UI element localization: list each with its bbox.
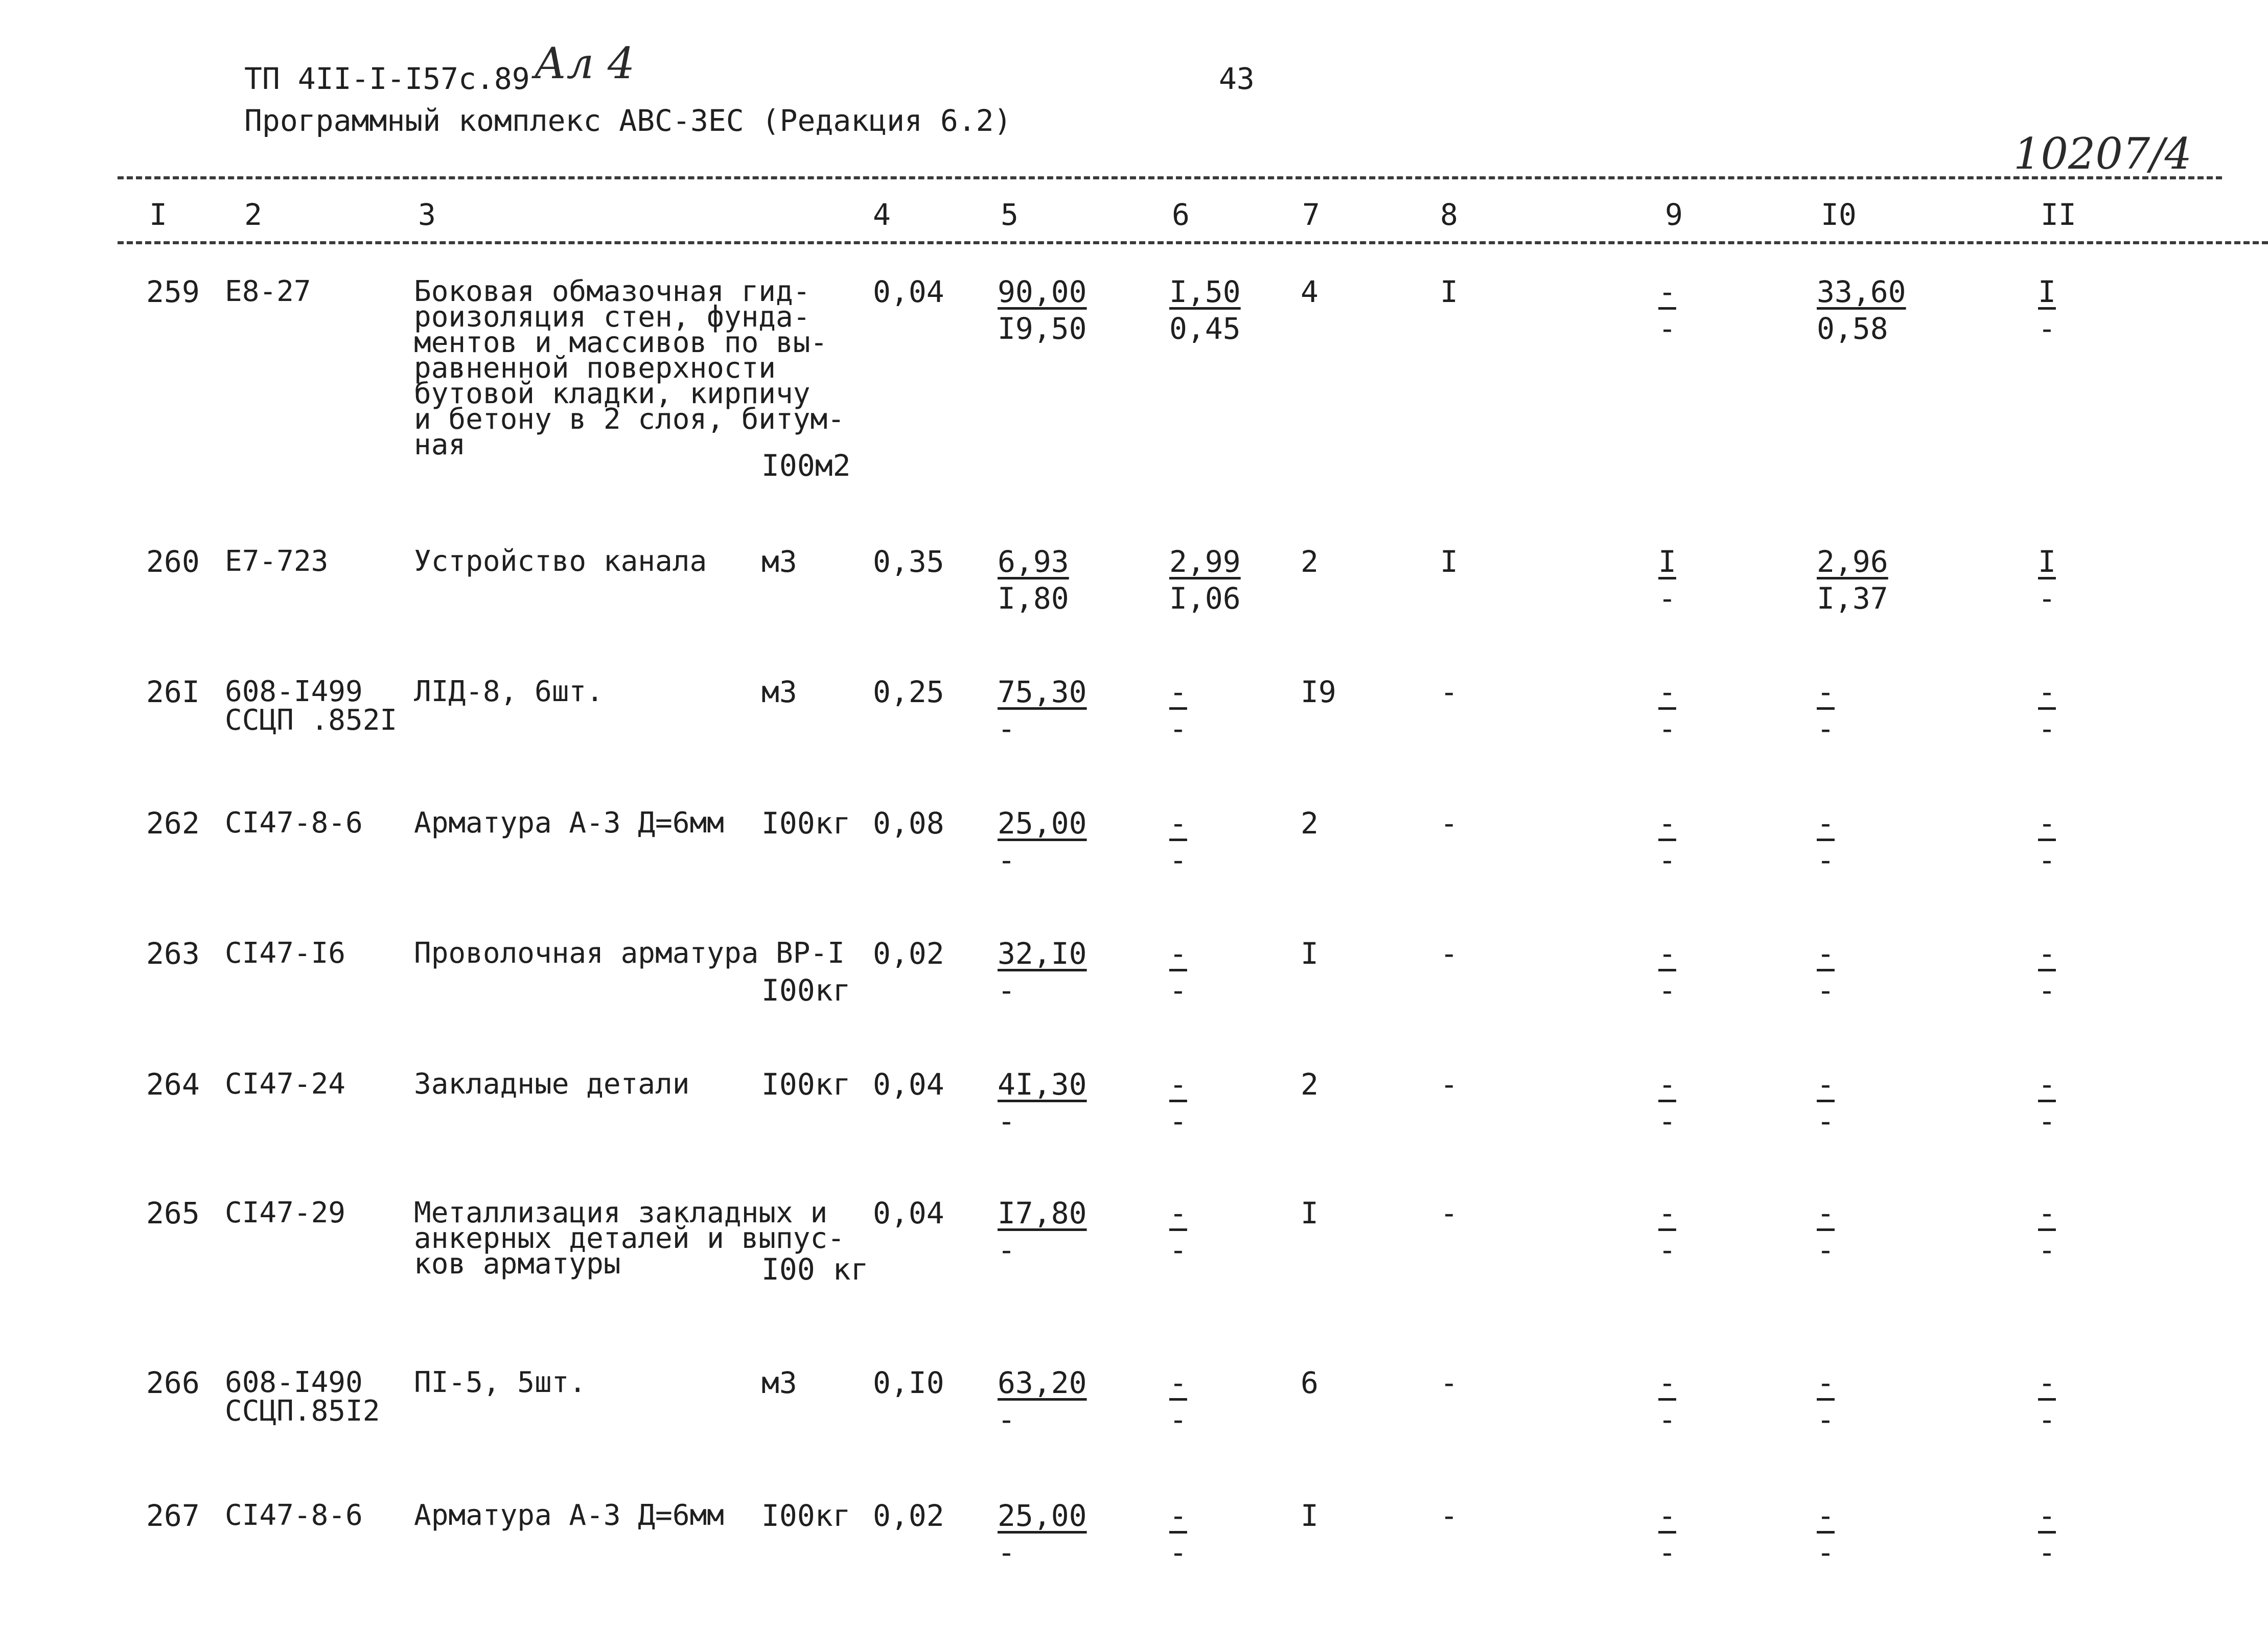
page-number: 43	[1219, 61, 1255, 96]
row-quantity: 0,25	[873, 675, 944, 709]
fraction-cell-c6	[1169, 935, 1292, 1009]
fraction-cell-c9	[1658, 273, 1781, 347]
fraction-denominator: -	[1658, 311, 1676, 346]
handwritten-number: 10207/4	[2014, 129, 2192, 179]
row-unit: I00кг	[761, 1067, 851, 1102]
fraction-numerator: -	[1658, 274, 1676, 309]
fraction-cell-c6	[1169, 543, 1292, 617]
fraction-numerator: -	[1169, 1196, 1187, 1230]
row-unit: м3	[761, 544, 797, 579]
fraction-numerator: I,50	[1169, 274, 1241, 309]
fraction-cell-c5	[998, 1066, 1120, 1140]
row-description: бутовой кладки, кирпичу	[414, 377, 811, 410]
row-description: Металлизация закладных и	[414, 1196, 828, 1229]
row-unit: I00кг	[761, 806, 851, 841]
row-quantity: 0,04	[873, 1067, 944, 1102]
fraction-cell-c6	[1169, 1195, 1292, 1268]
fraction-numerator: 75,30	[998, 675, 1087, 709]
fraction-denominator: -	[1658, 1233, 1676, 1267]
handwritten-mark: Ал 4	[534, 38, 635, 88]
fraction-numerator: -	[1658, 1498, 1676, 1533]
fraction-numerator: -	[1658, 1365, 1676, 1400]
column-header: I	[149, 197, 167, 232]
fraction-cell-c5	[998, 935, 1120, 1009]
fraction-denominator: I9,50	[998, 311, 1087, 346]
row-col8: I	[1440, 274, 1458, 309]
fraction-cell-c11	[2038, 935, 2161, 1009]
row-description: Боковая обмазочная гид-	[414, 275, 811, 308]
row-code: 608-I490	[225, 1366, 363, 1399]
column-header: 6	[1172, 197, 1190, 232]
column-header: 8	[1440, 197, 1458, 232]
fraction-numerator: -	[2038, 1365, 2056, 1400]
row-col7: 6	[1301, 1365, 1318, 1400]
fraction-denominator: -	[1817, 843, 1835, 877]
column-header: 9	[1665, 197, 1683, 232]
fraction-numerator: 63,20	[998, 1365, 1087, 1400]
fraction-numerator: -	[1169, 675, 1187, 709]
row-quantity: 0,I0	[873, 1365, 944, 1400]
row-col7: 4	[1301, 274, 1318, 309]
row-number: 265	[146, 1196, 200, 1230]
fraction-denominator: -	[1169, 1535, 1187, 1570]
fraction-cell-c9	[1658, 805, 1781, 878]
row-quantity: 0,04	[873, 274, 944, 309]
fraction-cell-c10	[1817, 1497, 1939, 1571]
row-code: СI47-24	[225, 1067, 346, 1101]
fraction-cell-c6	[1169, 673, 1292, 747]
column-header: 4	[873, 197, 891, 232]
fraction-numerator: 90,00	[998, 274, 1087, 309]
row-number: 259	[146, 274, 200, 309]
row-code: ССЦП .852I	[225, 704, 398, 737]
fraction-denominator: -	[2038, 581, 2056, 616]
fraction-numerator: -	[1169, 1365, 1187, 1400]
fraction-numerator: -	[1169, 1498, 1187, 1533]
fraction-cell-c11	[2038, 273, 2161, 347]
row-col7: 2	[1301, 1067, 1318, 1102]
row-description: Устройство канала	[414, 545, 707, 578]
fraction-cell-c11	[2038, 1364, 2161, 1438]
fraction-denominator: 0,58	[1817, 311, 1888, 346]
fraction-numerator: -	[2038, 1067, 2056, 1102]
fraction-cell-c10	[1817, 1364, 1939, 1438]
fraction-numerator: -	[1658, 1196, 1676, 1230]
fraction-numerator: -	[1817, 1067, 1835, 1102]
row-code: СI47-29	[225, 1196, 346, 1229]
fraction-numerator: -	[1169, 1067, 1187, 1102]
fraction-cell-c9	[1658, 543, 1781, 617]
fraction-denominator: -	[1817, 1402, 1835, 1437]
fraction-cell-c6	[1169, 1497, 1292, 1571]
fraction-denominator: -	[1658, 711, 1676, 746]
fraction-denominator: -	[1169, 1233, 1187, 1267]
row-number: 263	[146, 936, 200, 971]
row-col7: I	[1301, 1196, 1318, 1230]
fraction-cell-c11	[2038, 543, 2161, 617]
row-unit: I00 кг	[761, 1252, 869, 1287]
row-number: 266	[146, 1365, 200, 1400]
fraction-cell-c6	[1169, 1364, 1292, 1438]
fraction-numerator: -	[1169, 936, 1187, 971]
fraction-cell-c10	[1817, 673, 1939, 747]
row-unit: I00кг	[761, 973, 851, 1008]
fraction-cell-c10	[1817, 1066, 1939, 1140]
row-description: Закладные детали	[414, 1067, 690, 1101]
fraction-numerator: 32,I0	[998, 936, 1087, 971]
row-code: СI47-8-6	[225, 806, 363, 840]
fraction-cell-c5	[998, 543, 1120, 617]
fraction-numerator: I7,80	[998, 1196, 1087, 1230]
row-col8: -	[1440, 936, 1458, 971]
row-description: роизоляция стен, фунда-	[414, 300, 811, 334]
header-bottom-rule	[118, 241, 2268, 244]
fraction-cell-c11	[2038, 805, 2161, 878]
row-quantity: 0,35	[873, 544, 944, 579]
fraction-numerator: 6,93	[998, 544, 1069, 579]
fraction-numerator: -	[2038, 675, 2056, 709]
column-header: II	[2041, 197, 2076, 232]
row-quantity: 0,02	[873, 1498, 944, 1533]
fraction-denominator: -	[1658, 1402, 1676, 1437]
row-unit: I00кг	[761, 1498, 851, 1533]
fraction-cell-c9	[1658, 1364, 1781, 1438]
fraction-cell-c11	[2038, 673, 2161, 747]
fraction-numerator: -	[1817, 1196, 1835, 1230]
fraction-cell-c5	[998, 273, 1120, 347]
fraction-denominator: -	[998, 973, 1015, 1008]
fraction-denominator: -	[1817, 1104, 1835, 1139]
fraction-numerator: -	[2038, 936, 2056, 971]
fraction-denominator: -	[1169, 843, 1187, 877]
row-number: 262	[146, 806, 200, 841]
row-description: ПI-5, 5шт.	[414, 1366, 587, 1399]
row-col7: I	[1301, 1498, 1318, 1533]
fraction-numerator: -	[1658, 675, 1676, 709]
fraction-numerator: -	[1817, 936, 1835, 971]
column-header: I0	[1821, 197, 1857, 232]
program-title: Программный комплекс АВС-3ЕС (Редакция 6.2)	[244, 103, 1012, 138]
row-col7: I	[1301, 936, 1318, 971]
row-description: ментов и массивов по вы-	[414, 326, 828, 359]
row-code: Е8-27	[225, 275, 311, 308]
row-col7: 2	[1301, 544, 1318, 579]
row-number: 26I	[146, 675, 200, 709]
fraction-denominator: -	[1169, 973, 1187, 1008]
fraction-cell-c5	[998, 805, 1120, 878]
row-description: Арматура А-3 Д=6мм	[414, 1499, 724, 1532]
fraction-cell-c10	[1817, 1195, 1939, 1268]
fraction-numerator: -	[1817, 1498, 1835, 1533]
fraction-numerator: -	[2038, 1196, 2056, 1230]
fraction-denominator: -	[1817, 1535, 1835, 1570]
fraction-numerator: 2,99	[1169, 544, 1241, 579]
row-code: Е7-723	[225, 545, 329, 578]
row-description: равненной поверхности	[414, 352, 776, 385]
fraction-denominator: -	[1817, 1233, 1835, 1267]
fraction-denominator: -	[2038, 1233, 2056, 1267]
fraction-cell-c9	[1658, 935, 1781, 1009]
fraction-denominator: -	[2038, 711, 2056, 746]
row-description: Проволочная арматура ВР-I	[414, 937, 845, 970]
column-header: 2	[244, 197, 262, 232]
fraction-numerator: -	[1817, 1365, 1835, 1400]
row-quantity: 0,02	[873, 936, 944, 971]
row-unit: I00м2	[761, 448, 851, 483]
row-description: Арматура А-3 Д=6мм	[414, 806, 724, 840]
row-col8: I	[1440, 544, 1458, 579]
fraction-numerator: I	[2038, 544, 2056, 579]
fraction-cell-c10	[1817, 935, 1939, 1009]
fraction-denominator: -	[2038, 973, 2056, 1008]
row-quantity: 0,08	[873, 806, 944, 841]
row-code: ССЦП.85I2	[225, 1395, 380, 1428]
fraction-denominator: 0,45	[1169, 311, 1241, 346]
fraction-cell-c11	[2038, 1066, 2161, 1140]
row-description: анкерных деталей и выпус-	[414, 1222, 845, 1255]
row-col7: I9	[1301, 675, 1336, 709]
row-description: и бетону в 2 слоя, битум-	[414, 403, 845, 436]
fraction-denominator: -	[1658, 1535, 1676, 1570]
column-header: 3	[418, 197, 436, 232]
fraction-cell-c11	[2038, 1195, 2161, 1268]
fraction-denominator: I,80	[998, 581, 1069, 616]
fraction-numerator: -	[1817, 675, 1835, 709]
fraction-numerator: -	[2038, 806, 2056, 841]
fraction-denominator: -	[998, 843, 1015, 877]
fraction-cell-c9	[1658, 1497, 1781, 1571]
fraction-cell-c6	[1169, 273, 1292, 347]
fraction-denominator: -	[1658, 973, 1676, 1008]
fraction-cell-c5	[998, 673, 1120, 747]
fraction-numerator: -	[2038, 1498, 2056, 1533]
fraction-denominator: -	[998, 1233, 1015, 1267]
fraction-denominator: -	[998, 711, 1015, 746]
fraction-cell-c9	[1658, 1195, 1781, 1268]
row-col8: -	[1440, 1196, 1458, 1230]
fraction-numerator: 4I,30	[998, 1067, 1087, 1102]
fraction-cell-c5	[998, 1195, 1120, 1268]
fraction-denominator: -	[2038, 1535, 2056, 1570]
row-code: СI47-I6	[225, 937, 346, 970]
fraction-numerator: -	[1817, 806, 1835, 841]
fraction-denominator: -	[2038, 311, 2056, 346]
row-col8: -	[1440, 1498, 1458, 1533]
fraction-denominator: -	[998, 1402, 1015, 1437]
fraction-denominator: -	[1658, 843, 1676, 877]
row-col8: -	[1440, 1365, 1458, 1400]
fraction-numerator: 33,60	[1817, 274, 1906, 309]
fraction-numerator: 25,00	[998, 1498, 1087, 1533]
row-number: 260	[146, 544, 200, 579]
fraction-denominator: -	[2038, 1104, 2056, 1139]
fraction-numerator: 25,00	[998, 806, 1087, 841]
fraction-numerator: -	[1169, 806, 1187, 841]
row-code: 608-I499	[225, 675, 363, 708]
row-unit: м3	[761, 675, 797, 709]
fraction-denominator: I,06	[1169, 581, 1241, 616]
fraction-numerator: -	[1658, 936, 1676, 971]
row-description: ЛIД-8, 6шт.	[414, 675, 604, 708]
row-number: 267	[146, 1498, 200, 1533]
fraction-numerator: I	[1658, 544, 1676, 579]
row-col8: -	[1440, 1067, 1458, 1102]
fraction-cell-c10	[1817, 805, 1939, 878]
fraction-cell-c10	[1817, 543, 1939, 617]
row-code: СI47-8-6	[225, 1499, 363, 1532]
header-top-rule	[118, 176, 2222, 179]
fraction-cell-c9	[1658, 673, 1781, 747]
fraction-cell-c6	[1169, 1066, 1292, 1140]
fraction-denominator: -	[1169, 1402, 1187, 1437]
column-header: 7	[1302, 197, 1320, 232]
fraction-denominator: -	[998, 1104, 1015, 1139]
fraction-denominator: -	[1169, 1104, 1187, 1139]
fraction-cell-c6	[1169, 805, 1292, 878]
fraction-cell-c10	[1817, 273, 1939, 347]
row-col8: -	[1440, 806, 1458, 841]
fraction-denominator: -	[998, 1535, 1015, 1570]
fraction-denominator: -	[1817, 973, 1835, 1008]
row-unit: м3	[761, 1365, 797, 1400]
row-col8: -	[1440, 675, 1458, 709]
fraction-numerator: -	[1658, 806, 1676, 841]
fraction-denominator: -	[1658, 581, 1676, 616]
row-number: 264	[146, 1067, 200, 1102]
fraction-numerator: 2,96	[1817, 544, 1888, 579]
fraction-numerator: -	[1658, 1067, 1676, 1102]
column-header: 5	[1001, 197, 1019, 232]
document-code: ТП 4II-I-I57с.89	[244, 61, 530, 96]
row-description: ков арматуры	[414, 1247, 621, 1281]
row-quantity: 0,04	[873, 1196, 944, 1230]
fraction-cell-c5	[998, 1364, 1120, 1438]
fraction-denominator: -	[2038, 843, 2056, 877]
row-col7: 2	[1301, 806, 1318, 841]
fraction-denominator: I,37	[1817, 581, 1888, 616]
fraction-denominator: -	[1169, 711, 1187, 746]
fraction-numerator: I	[2038, 274, 2056, 309]
fraction-denominator: -	[1658, 1104, 1676, 1139]
fraction-cell-c9	[1658, 1066, 1781, 1140]
fraction-denominator: -	[2038, 1402, 2056, 1437]
fraction-cell-c5	[998, 1497, 1120, 1571]
fraction-cell-c11	[2038, 1497, 2161, 1571]
row-description: ная	[414, 428, 466, 461]
fraction-denominator: -	[1817, 711, 1835, 746]
